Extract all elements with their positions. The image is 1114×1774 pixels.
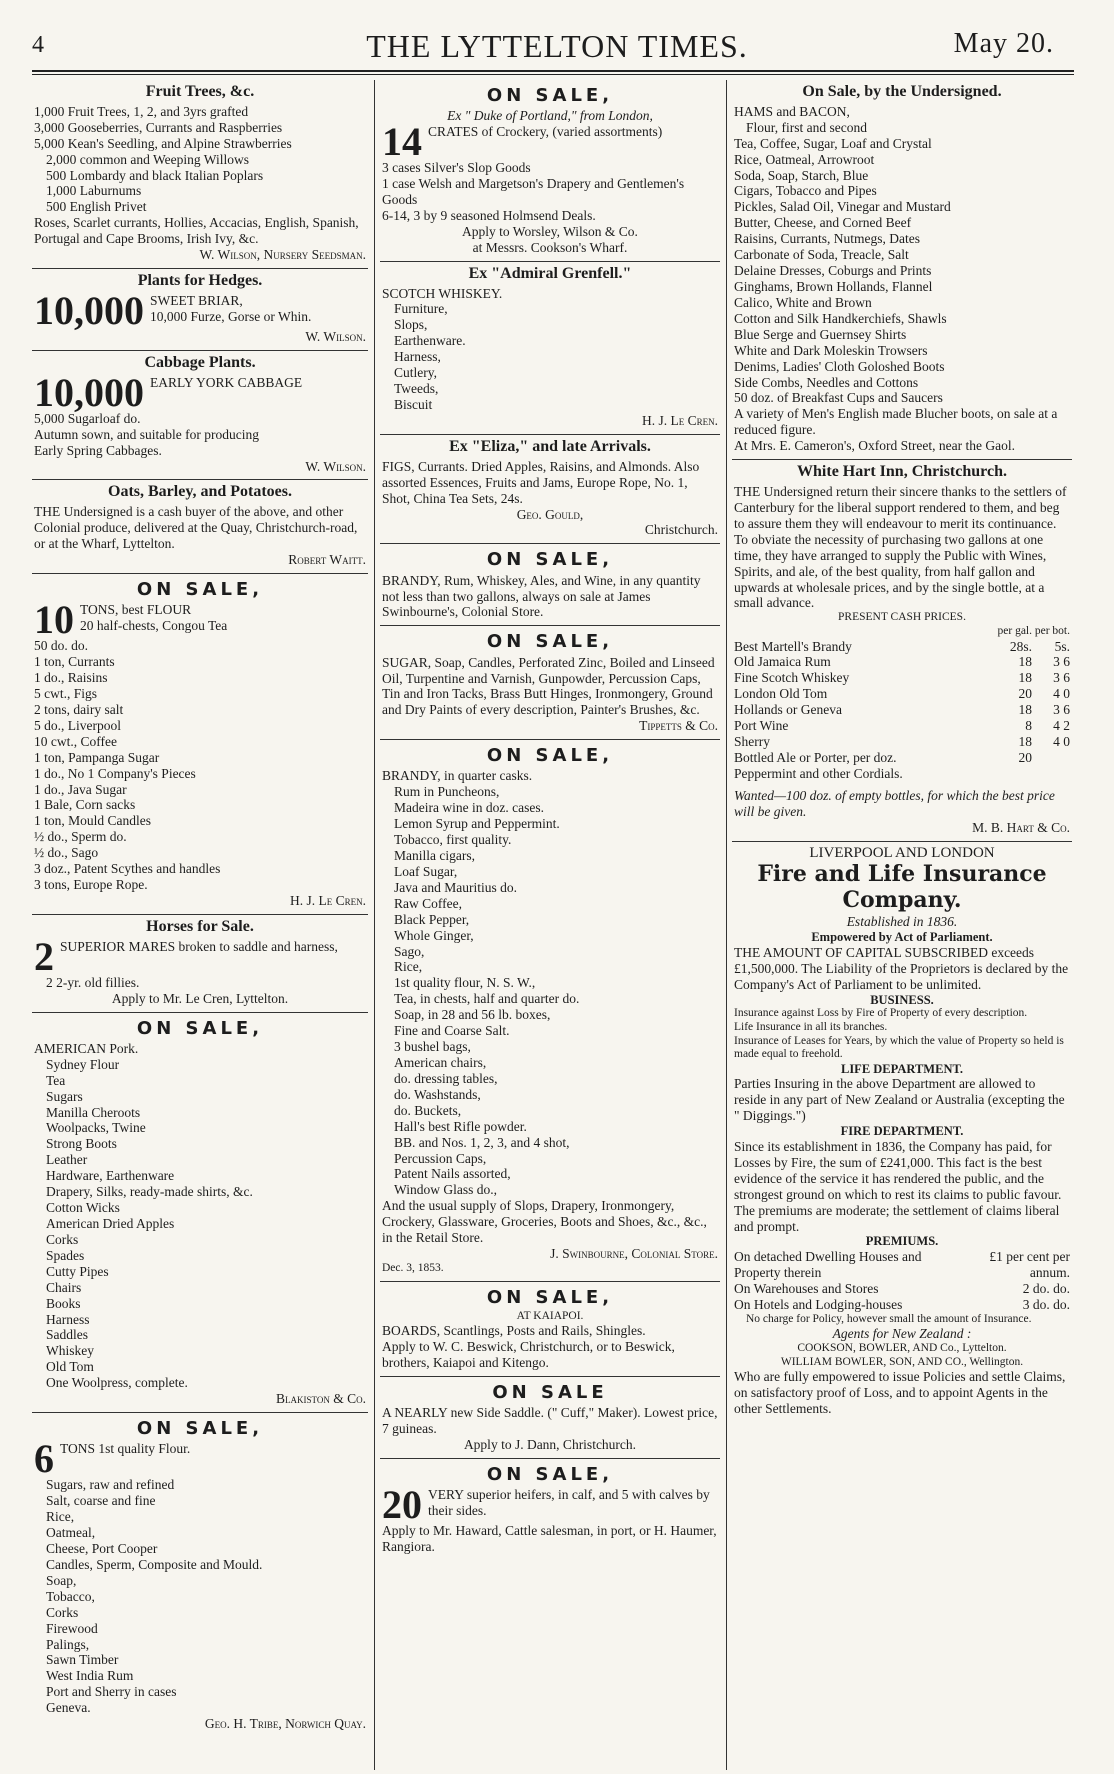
ad-item-list xyxy=(34,1477,366,1716)
ad-item-list xyxy=(734,120,1070,407)
premium-rate: 3 do. do. xyxy=(1022,1296,1070,1312)
ad-heifers xyxy=(380,1459,720,1560)
ad-american-pork xyxy=(32,1013,368,1413)
ad-signature: Tippetts & Co. xyxy=(639,718,718,734)
ad-big-number: 20 xyxy=(382,1482,422,1528)
list-item: Tobacco, xyxy=(46,1588,95,1604)
list-item: Blue Serge and Guernsey Shirts xyxy=(734,326,907,342)
ad-heading: ON SALE, xyxy=(486,1286,614,1308)
ad-hedges xyxy=(32,269,368,351)
list-item: Sago, xyxy=(394,943,425,959)
list-item: Insurance against Loss by Fire of Property of every description. xyxy=(734,1007,1028,1020)
list-item: Furniture, xyxy=(394,301,448,317)
list-item: Life Insurance in all its branches. xyxy=(734,1020,888,1033)
ad-text: 5,000 Sugarloaf do. xyxy=(34,410,141,426)
list-item: 50 doz. of Breakfast Cups and Saucers xyxy=(734,390,943,406)
ad-apply: Apply to Mr. Le Cren, Lyttelton. xyxy=(111,990,289,1006)
ad-text: 2 2-yr. old fillies. xyxy=(46,974,140,990)
price-bottle xyxy=(1032,750,1070,766)
ad-item-list xyxy=(382,784,718,1198)
ad-heading: Ex "Admiral Grenfell." xyxy=(468,264,632,282)
list-item: 2,000 common and Weeping Willows xyxy=(46,151,249,167)
list-item: Tea, in chests, half and quarter do. xyxy=(394,991,580,1007)
ad-signature: W. Wilson, Nursery Seedsman. xyxy=(199,247,366,263)
list-item: Old Tom xyxy=(46,1359,94,1375)
premium-rate: £1 per cent per annum. xyxy=(989,1249,1070,1281)
premium-label: On detached Dwelling Houses and Property therein xyxy=(734,1249,922,1281)
agent-name: WILLIAM BOWLER, SON, AND CO., Wellington. xyxy=(780,1355,1024,1368)
list-item: ½ do., Sago xyxy=(34,845,99,861)
list-item: 3 doz., Patent Scythes and handles xyxy=(34,861,221,877)
ad-signature: M. B. Hart & Co. xyxy=(972,819,1070,835)
list-item: Tea, Coffee, Sugar, Loaf and Crystal xyxy=(734,135,932,151)
ad-text: BOARDS, Scantlings, Posts and Rails, Shingles. xyxy=(382,1323,646,1339)
ad-heading: ON SALE, xyxy=(486,85,614,106)
prices-title: PRESENT CASH PRICES. xyxy=(838,611,966,624)
section-heading: BUSINESS. xyxy=(870,992,934,1007)
ad-heading: Horses for Sale. xyxy=(146,917,254,935)
ad-heading: ON SALE, xyxy=(486,631,614,653)
section-heading: FIRE DEPARTMENT. xyxy=(840,1124,964,1139)
list-item: Oatmeal, xyxy=(46,1525,96,1541)
list-item: Rum in Puncheons, xyxy=(394,784,500,800)
issue-date: May 20. xyxy=(953,28,1054,59)
list-item: Carbonate of Soda, Treacle, Salt xyxy=(734,247,909,263)
ad-signature: W. Wilson. xyxy=(305,458,366,474)
list-item: Manilla cigars, xyxy=(394,848,475,864)
ad-heading: White Hart Inn, Christchurch. xyxy=(797,463,1007,481)
list-item: Strong Boots xyxy=(46,1136,117,1152)
list-item: 1 do., Raisins xyxy=(34,670,108,686)
price-item: London Old Tom xyxy=(734,686,828,702)
list-item: Books xyxy=(46,1295,81,1311)
list-item: Raisins, Currants, Nutmegs, Dates xyxy=(734,231,920,247)
newspaper-title: THE LYTTELTON TIMES. xyxy=(366,28,748,64)
ad-text: FIGS, Currants. Dried Apples, Raisins, and Almonds. Also assorted Essences, Fruits and Jams, Europe Rope, No. 1, Shot, China Tea Sets, 24s. xyxy=(382,458,700,506)
list-item: 1 ton, Mould Candles xyxy=(34,813,151,829)
ad-text: Who are fully empowered to issue Policies and settle Claims, on satisfactory proof of Loss, and to appoint Agents in the other Settlements. xyxy=(734,1369,1066,1417)
price-gallon: 28s. xyxy=(1009,638,1032,654)
list-item: Soda, Soap, Starch, Blue xyxy=(734,167,869,183)
list-item: 3 cases Silver's Slop Goods xyxy=(382,160,531,176)
ad-item-list xyxy=(34,638,366,893)
ad-apply: Apply to W. C. Beswick, Christchurch, or to Beswick, brothers, Kaiapoi and Kitengo. xyxy=(382,1339,675,1371)
list-item: Port and Sherry in cases xyxy=(46,1684,177,1700)
table-row xyxy=(734,702,1070,718)
list-item: Palings, xyxy=(46,1636,90,1652)
table-row xyxy=(734,686,1070,702)
ad-white-hart-inn xyxy=(732,460,1072,841)
list-item: Hall's best Rifle powder. xyxy=(394,1118,527,1134)
list-item: Denims, Ladies' Cloth Goloshed Boots xyxy=(734,358,945,374)
list-item: Black Pepper, xyxy=(394,911,470,927)
section-heading: PREMIUMS. xyxy=(865,1234,939,1249)
list-item: Madeira wine in doz. cases. xyxy=(394,800,544,816)
ad-text: Since its establishment in 1836, the Company has paid, for Losses by Fire, the sum of £241,000. This fact is the best evidence of the service it has rendered the public, and the strongest ground on which to rest its claims to public favour. The premiums are moderate; the settlement of claims liberal and prompt. xyxy=(734,1138,1062,1234)
list-item: Cigars, Tobacco and Pipes xyxy=(734,183,877,199)
ad-text: SWEET BRIAR, xyxy=(150,292,243,308)
ad-item-list xyxy=(34,104,366,247)
price-item: Port Wine xyxy=(734,718,789,734)
price-gallon: 18 xyxy=(1018,702,1032,718)
list-item: 500 English Privet xyxy=(46,199,147,215)
list-item: Patent Nails assorted, xyxy=(394,1166,511,1182)
insurance-title: Fire and Life Insurance Company. xyxy=(757,861,1047,914)
list-item: 1 case Welsh and Margetson's Drapery and Gentlemen's Goods xyxy=(382,176,685,207)
list-item: Cotton Wicks xyxy=(46,1200,120,1216)
price-bottle: 3 6 xyxy=(1053,670,1070,686)
ad-text: Wanted—100 doz. of empty bottles, for which the best price will be given. xyxy=(734,787,1055,819)
table-row xyxy=(734,670,1070,686)
ad-heading: ON SALE xyxy=(492,1382,608,1404)
list-item: Tobacco, first quality. xyxy=(394,832,512,848)
list-item: do. dressing tables, xyxy=(394,1070,498,1086)
ad-text: And the usual supply of Slops, Drapery, Ironmongery, Crockery, Glassware, Groceries, Boots and Shoes, &c., &c., in the Retail Store. xyxy=(382,1198,707,1246)
price-bottle: 4 0 xyxy=(1053,686,1070,702)
table-row xyxy=(734,734,1070,750)
price-bottle xyxy=(1032,766,1070,782)
ad-text: 20 half-chests, Congou Tea xyxy=(80,618,228,634)
column-1 xyxy=(32,80,368,1770)
ad-flour-sale xyxy=(32,574,368,915)
list-item: Loaf Sugar, xyxy=(394,863,458,879)
table-row xyxy=(734,750,1070,766)
list-item: Leather xyxy=(46,1152,88,1168)
ad-brandy-swinbourne xyxy=(380,544,720,626)
ad-apply: Apply to Worsley, Wilson & Co. xyxy=(462,223,638,239)
list-item: Manilla Cheroots xyxy=(46,1104,141,1120)
list-item: Side Combs, Needles and Cottons xyxy=(734,374,919,390)
list-item: 5 cwt., Figs xyxy=(34,686,98,702)
ad-item-list xyxy=(382,301,718,412)
insurance-empowered: Empowered by Act of Parliament. xyxy=(811,930,993,945)
ad-text: TONS, best FLOUR xyxy=(80,602,192,618)
list-item: 1 Bale, Corn sacks xyxy=(34,797,136,813)
list-item: Ginghams, Brown Hollands, Flannel xyxy=(734,279,933,295)
section-heading: LIFE DEPARTMENT. xyxy=(840,1061,964,1076)
ad-kaiapoi xyxy=(380,1282,720,1378)
list-item: Sugars, raw and refined xyxy=(46,1477,175,1493)
list-item: Cheese, Port Cooper xyxy=(46,1541,158,1556)
ad-grenfell xyxy=(380,262,720,435)
price-gallon xyxy=(994,766,1032,782)
list-item: 1 ton, Currants xyxy=(34,654,115,670)
list-item: Raw Coffee, xyxy=(394,895,462,911)
list-item: 10 cwt., Coffee xyxy=(34,733,117,749)
column-header: per gal. xyxy=(997,624,1032,637)
column-3 xyxy=(732,80,1072,1770)
column-divider xyxy=(374,80,375,1770)
list-item: Cutlery, xyxy=(394,365,437,381)
ad-signature: Robert Waitt. xyxy=(288,552,366,568)
list-item: 2 tons, dairy salt xyxy=(34,701,124,717)
list-item: West India Rum xyxy=(46,1668,134,1684)
ad-eliza xyxy=(380,435,720,544)
ad-heading: ON SALE, xyxy=(136,1418,264,1440)
ad-brandy-casks xyxy=(380,740,720,1281)
ad-text: BRANDY, Rum, Whiskey, Ales, and Wine, in any quantity not less than two gallons, always on sale at James Swinbourne's, Colonial Store. xyxy=(382,572,701,620)
list-item: 1,000 Laburnums xyxy=(46,183,142,199)
table-row xyxy=(734,718,1070,734)
ad-hams xyxy=(732,80,1072,460)
list-item: Rice, Oatmeal, Arrowroot xyxy=(734,151,875,167)
ad-flour-tribe xyxy=(32,1413,368,1737)
list-item: 1,000 Fruit Trees, 1, 2, and 3yrs grafted xyxy=(34,103,249,119)
ad-signature: Blakiston & Co. xyxy=(276,1391,366,1407)
ad-big-number: 10 xyxy=(34,597,74,643)
price-bottle: 5s. xyxy=(1054,638,1070,654)
premium-rate: 2 do. do. xyxy=(1022,1281,1070,1297)
table-row xyxy=(734,639,1070,655)
list-item: Delaine Dresses, Coburgs and Prints xyxy=(734,263,932,279)
list-item: Calico, White and Brown xyxy=(734,294,872,310)
price-item: Old Jamaica Rum xyxy=(734,654,831,670)
list-item: Biscuit xyxy=(394,397,433,413)
list-item: Roses, Scarlet currants, Hollies, Accacias, English, Spanish, Portugal and Cape Brooms, Irish Ivy, &c. xyxy=(34,215,359,247)
list-item: Lemon Syrup and Peppermint. xyxy=(394,816,560,832)
list-item: Harness xyxy=(46,1311,90,1327)
list-item: Sawn Timber xyxy=(46,1652,119,1668)
ad-signature: Geo. H. Tribe, Norwich Quay. xyxy=(204,1716,366,1732)
list-item: 1 do., No 1 Company's Pieces xyxy=(34,765,196,781)
page-number: 4 xyxy=(32,32,44,58)
ad-insurance xyxy=(732,842,1072,1423)
price-bottle: 3 6 xyxy=(1053,654,1070,670)
list-item: Chairs xyxy=(46,1279,82,1295)
list-item: Soap, xyxy=(46,1572,77,1588)
ad-big-number: 10,000 xyxy=(34,287,144,333)
ad-heading: ON SALE, xyxy=(486,549,614,571)
list-item: Earthenware. xyxy=(394,333,466,349)
price-bottle: 3 6 xyxy=(1053,702,1070,718)
ad-text: CRATES of Crockery, (varied assortments) xyxy=(428,124,663,140)
ad-signature: H. J. Le Cren. xyxy=(641,412,718,428)
price-gallon: 20 xyxy=(1018,686,1032,702)
list-item: Whole Ginger, xyxy=(394,927,474,943)
ad-text: SUPERIOR MARES broken to saddle and harness, xyxy=(60,938,338,954)
ad-oats xyxy=(32,480,368,574)
price-item: Fine Scotch Whiskey xyxy=(734,670,850,686)
list-item: Cutty Pipes xyxy=(46,1263,109,1279)
ad-text: At Mrs. E. Cameron's, Oxford Street, near the Gaol. xyxy=(734,438,1015,454)
table-header-row xyxy=(734,625,1070,639)
list-item: 3,000 Gooseberries, Currants and Raspberries xyxy=(34,119,283,135)
ad-heading: ON SALE, xyxy=(486,1464,614,1486)
ad-text: Early Spring Cabbages. xyxy=(34,442,162,458)
list-item: Whiskey xyxy=(46,1343,94,1359)
list-item: Butter, Cheese, and Corned Beef xyxy=(734,215,912,231)
list-item: 1 do., Java Sugar xyxy=(34,781,127,797)
list-item: 3 tons, Europe Rope. xyxy=(34,877,148,893)
ad-text: TONS 1st quality Flour. xyxy=(60,1441,191,1457)
masthead xyxy=(0,0,1114,75)
list-item: 3 bushel bags, xyxy=(394,1039,471,1055)
ad-apply: at Messrs. Cookson's Wharf. xyxy=(472,239,628,255)
column-2 xyxy=(380,80,720,1770)
list-item: Java and Mauritius do. xyxy=(394,879,517,895)
ad-text: AMERICAN Pork. xyxy=(34,1040,139,1056)
list-item: Saddles xyxy=(46,1327,88,1343)
list-item: BB. and Nos. 1, 2, 3, and 4 shot, xyxy=(394,1134,570,1150)
list-item: Candles, Sperm, Composite and Mould. xyxy=(46,1556,263,1572)
price-bottle: 4 2 xyxy=(1053,718,1070,734)
price-item: Hollands or Geneva xyxy=(734,702,842,718)
ad-heading: On Sale, by the Undersigned. xyxy=(802,83,1002,100)
masthead-rule xyxy=(32,70,1074,72)
price-gallon: 8 xyxy=(1025,718,1032,734)
ad-big-number: 10,000 xyxy=(34,369,144,415)
price-item: Best Martell's Brandy xyxy=(734,638,852,654)
ad-horses xyxy=(32,915,368,1013)
ad-signature-place: Christchurch. xyxy=(644,522,718,538)
ad-big-number: 2 xyxy=(34,933,54,979)
list-item: 500 Lombardy and black Italian Poplars xyxy=(46,167,264,183)
price-item: Sherry xyxy=(734,734,770,750)
list-item: Soap, in 28 and 56 lb. boxes, xyxy=(394,1007,551,1023)
ad-text: THE Undersigned is a cash buyer of the above, and other Colonial produce, delivered at the Quay, Christchurch-road, or at the Wharf, Lyttelton. xyxy=(34,504,358,552)
list-item: Fine and Coarse Salt. xyxy=(394,1023,510,1039)
ad-text: Parties Insuring in the above Department are allowed to reside in any part of New Zealand or Australia (excepting the " Diggings.") xyxy=(734,1076,1065,1124)
ad-date: Dec. 3, 1853. xyxy=(382,1262,444,1274)
list-item: Window Glass do., xyxy=(394,1182,497,1198)
table-row xyxy=(734,654,1070,670)
ad-heading: Fruit Trees, &c. xyxy=(145,83,255,100)
list-item: 5,000 Kean's Seedling, and Alpine Strawberries xyxy=(34,135,292,151)
list-item: Corks xyxy=(46,1231,79,1247)
ad-text: SUGAR, Soap, Candles, Perforated Zinc, Boiled and Linseed Oil, Turpentine and Varnish, Gunpowder, Percussion Caps, Tin and Iron Tacks, Brass Butt Hinges, Ironmongery, Ground and Dry Paints of every description, Painter's Brushes, &c. xyxy=(382,654,715,718)
list-item: Drapery, Silks, ready-made shirts, &c. xyxy=(46,1184,253,1200)
ad-heading: Plants for Hedges. xyxy=(137,272,263,290)
ad-heading: ON SALE, xyxy=(486,745,614,767)
ad-text: THE AMOUNT OF CAPITAL SUBSCRIBED exceeds £1,500,000. The Liability of the Proprietors is declared by the Company's Act of Parliament to be unlimited. xyxy=(734,944,1069,992)
ad-heading: ON SALE, xyxy=(136,579,264,601)
table-row xyxy=(734,1297,1070,1313)
ad-signature: Geo. Gould, xyxy=(516,506,584,522)
list-item: Slops, xyxy=(394,317,428,333)
ad-signature: W. Wilson. xyxy=(305,328,366,344)
price-gallon: 18 xyxy=(1018,734,1032,750)
list-item: Salt, coarse and fine xyxy=(46,1493,156,1509)
list-item: Sydney Flour xyxy=(46,1056,120,1072)
ad-heading: ON SALE, xyxy=(136,1017,264,1039)
ad-apply: Apply to Mr. Haward, Cattle salesman, in port, or H. Haumer, Rangiora. xyxy=(382,1523,717,1555)
list-item: Rice, xyxy=(394,959,423,975)
ad-text: To obviate the necessity of purchasing two gallons at one time, they have arranged to supply the Public with Wines, Spirits, and ale, of the best quality, from half gallon and upwards at wholesale prices, and by the single bottle, at a small advance. xyxy=(734,531,1047,611)
list-item: Geneva. xyxy=(46,1700,91,1716)
insurance-company-line: LIVERPOOL AND LONDON xyxy=(809,844,995,861)
ad-text: THE Undersigned return their sincere thanks to the settlers of Canterbury for the liberal support rendered to them, and beg to assure them they will endeavour to merit its continuance. xyxy=(734,484,1067,531)
column-divider xyxy=(726,80,727,1770)
agents-heading: Agents for New Zealand : xyxy=(832,1326,972,1342)
table-row xyxy=(734,1281,1070,1297)
premium-label: On Warehouses and Stores xyxy=(734,1281,879,1297)
list-item: 1st quality flour, N. S. W., xyxy=(394,975,536,991)
ad-crockery xyxy=(380,80,720,262)
price-gallon: 20 xyxy=(1018,749,1032,765)
price-gallon: 18 xyxy=(1018,654,1032,670)
ad-signature: H. J. Le Cren. xyxy=(289,893,366,908)
ad-text: A variety of Men's English made Blucher boots, on sale at a reduced figure. xyxy=(734,406,1058,438)
ad-fruit-trees xyxy=(32,80,368,269)
ad-subheading: AT KAIAPOI. xyxy=(516,1309,584,1322)
premiums-table xyxy=(734,1249,1070,1313)
agent-name: COOKSON, BOWLER, AND Co., Lyttelton. xyxy=(797,1342,1007,1355)
ad-text: A NEARLY new Side Saddle. (" Cuff," Maker). Lowest price, 7 guineas. xyxy=(382,1405,718,1437)
list-item: Pickles, Salad Oil, Vinegar and Mustard xyxy=(734,199,951,215)
list-item: do. Washstands, xyxy=(394,1086,481,1102)
premium-label: On Hotels and Lodging-houses xyxy=(734,1296,903,1312)
ad-text: BRANDY, in quarter casks. xyxy=(382,768,533,784)
list-item: Tweeds, xyxy=(394,381,439,397)
list-item: American Dried Apples xyxy=(46,1216,175,1232)
ad-apply: Apply to J. Dann, Christchurch. xyxy=(463,1437,637,1453)
ad-text: Autumn sown, and suitable for producing xyxy=(34,426,259,442)
ad-heading: Ex "Eliza," and late Arrivals. xyxy=(449,437,651,455)
list-item: Rice, xyxy=(46,1509,75,1525)
list-item: White and Dark Moleskin Trowsers xyxy=(734,342,928,358)
ad-text: HAMS and BACON, xyxy=(734,103,850,119)
price-bottle: 4 0 xyxy=(1053,734,1070,750)
ad-cabbage xyxy=(32,351,368,481)
ad-big-number: 6 xyxy=(34,1436,54,1482)
list-item: Percussion Caps, xyxy=(394,1150,487,1166)
list-item: Hardware, Earthenware xyxy=(46,1168,175,1184)
list-item: Harness, xyxy=(394,349,441,365)
list-item: Flour, first and second xyxy=(746,119,867,135)
list-item: Spades xyxy=(46,1247,85,1263)
list-item: 1 ton, Pampanga Sugar xyxy=(34,749,160,765)
list-item: One Woolpress, complete. xyxy=(46,1375,188,1391)
ad-heading: Oats, Barley, and Potatoes. xyxy=(108,483,292,501)
ad-text: VERY superior heifers, in calf, and 5 with calves by their sides. xyxy=(428,1487,710,1519)
list-item: 6-14, 3 by 9 seasoned Holmsend Deals. xyxy=(382,207,596,223)
ad-text: No charge for Policy, however small the amount of Insurance. xyxy=(746,1312,1032,1325)
masthead-rule-thin xyxy=(32,74,1074,75)
table-row xyxy=(734,766,1070,782)
price-gallon: 18 xyxy=(1018,670,1032,686)
insurance-established: Established in 1836. xyxy=(846,914,958,930)
ad-signature: J. Swinbourne, Colonial Store. xyxy=(550,1246,718,1262)
list-item: Tea xyxy=(46,1072,66,1088)
ad-text: SCOTCH WHISKEY. xyxy=(382,285,503,301)
ad-subheading: Ex " Duke of Portland," from London, xyxy=(447,108,653,124)
list-item: Insurance of Leases for Years, by which the value of Property so held is made equal to freehold. xyxy=(734,1034,1064,1061)
ad-sugar-tippetts xyxy=(380,626,720,740)
table-row xyxy=(734,1249,1070,1281)
list-item: Woolpacks, Twine xyxy=(46,1120,146,1136)
ad-big-number: 14 xyxy=(382,119,422,165)
list-item: Firewood xyxy=(46,1620,98,1636)
list-item: Sugars xyxy=(46,1088,83,1104)
list-item: Corks xyxy=(46,1604,79,1620)
ad-text: EARLY YORK CABBAGE xyxy=(150,374,303,390)
price-item: Bottled Ale or Porter, per doz. xyxy=(734,749,897,765)
ad-heading: Cabbage Plants. xyxy=(144,353,256,371)
ad-item-list xyxy=(34,1057,366,1391)
list-item: ½ do., Sperm do. xyxy=(34,829,127,845)
list-item: 5 do., Liverpool xyxy=(34,717,121,733)
list-item: do. Buckets, xyxy=(394,1102,462,1118)
list-item: American chairs, xyxy=(394,1055,487,1071)
ad-saddle xyxy=(380,1377,720,1459)
price-table xyxy=(734,625,1070,782)
column-header: per bot. xyxy=(1034,624,1070,637)
price-item: Peppermint and other Cordials. xyxy=(734,765,903,781)
list-item: Cotton and Silk Handkerchiefs, Shawls xyxy=(734,310,947,326)
list-item: 50 do. do. xyxy=(34,638,88,654)
ad-text: 10,000 Furze, Gorse or Whin. xyxy=(150,308,312,324)
